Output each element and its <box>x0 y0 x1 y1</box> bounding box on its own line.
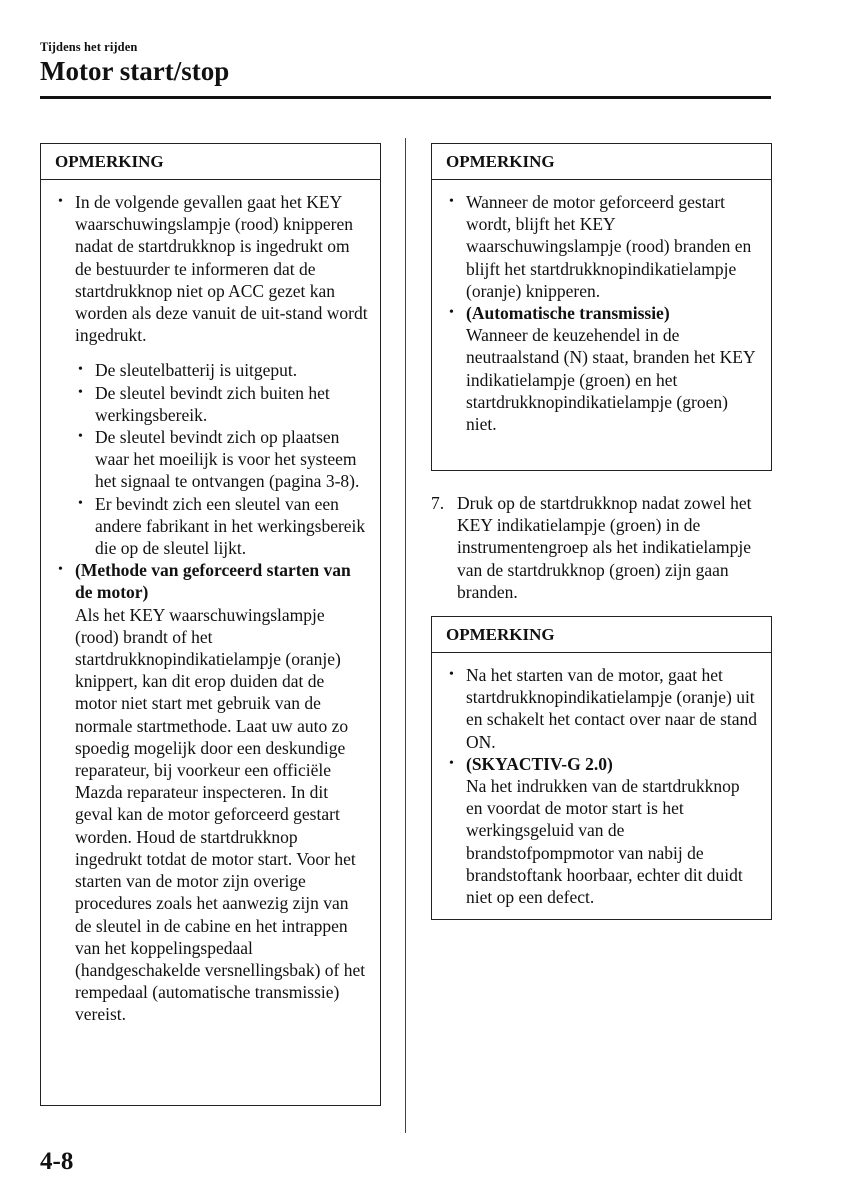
list-item <box>446 302 759 435</box>
note-list <box>446 191 759 435</box>
note-heading: OPMERKING <box>432 617 771 653</box>
title-rule <box>40 96 771 99</box>
note-intro-text: In de volgende gevallen gaat het KEY waarschuwingslampje (rood) knipperen nadat de startdrukknop is ingedrukt om de bestuurder te informeren dat de startdrukknop niet op ACC gezet kan worden als deze vanuit de uit-stand wordt ingedrukt. <box>75 192 368 346</box>
note-body <box>432 180 771 435</box>
page-number: 4-8 <box>40 1148 74 1175</box>
page-title: Motor start/stop <box>40 56 230 86</box>
forced-start-text: Als het KEY waarschuwingslampje (rood) brandt of het startdrukknopindikatielampje (oranje) knippert, kan dit erop duiden dat de motor niet start met gebruik van de normale startmethode. Laat uw auto zo spoedig mogelijk door een deskundige reparateur, bij voorkeur een officiële Mazda reparateur inspecteren. In dit geval kan de motor geforceerd gestart worden. Houd de startdrukknop ingedrukt totdat de motor start. Voor het starten van de motor zijn overige procedures zoals het aanwezig zijn van de sleutel in de cabine en het intrappen van het koppelingspedaal (handgeschakelde versnellingsbak) of het rempedaal (automatische transmissie) vereist. <box>75 604 366 1025</box>
list-item <box>55 559 368 1025</box>
step-text: Druk op de startdrukknop nadat zowel het KEY indikatielampje (groen) in de instrumentengroep als het indikatielampje van de startdrukknop (groen) zijn gaan branden. <box>457 493 752 602</box>
left-note-box <box>40 143 381 1106</box>
engine-heading: • (SKYACTIV-G 2.0) <box>466 753 613 774</box>
list-item <box>55 191 368 559</box>
right-note-box-2 <box>431 616 772 920</box>
note-heading: OPMERKING <box>432 144 771 180</box>
list-item: • Wanneer de motor geforceerd gestart wordt, blijft het KEY waarschuwingslampje (rood) branden en blijft het startdrukknopindikatielampje (oranje) knipperen. <box>446 191 759 302</box>
note-list <box>446 664 759 908</box>
forced-start-heading: • (Methode van geforceerd starten van de motor) <box>75 560 351 603</box>
transmission-text: Wanneer de keuzehendel in de neutraalstand (N) staat, branden het KEY indikatielampje (groen) en het startdrukknopindikatielampje (groen) niet. <box>466 325 755 435</box>
step-7 <box>431 492 776 603</box>
list-item <box>446 753 759 908</box>
note-body <box>432 653 771 908</box>
section-label: Tijdens het rijden <box>40 40 138 54</box>
sub-list-item: • De sleutel bevindt zich buiten het werkingsbereik. <box>75 382 368 426</box>
sub-list <box>75 359 368 559</box>
sub-list-item: • De sleutelbatterij is uitgeput. <box>75 359 368 381</box>
column-divider <box>405 138 406 1133</box>
engine-text: Na het indrukken van de startdrukknop en voordat de motor start is het werkingsgeluid van de brandstofpompmotor van nabij de brandstoftank hoorbaar, echter dit duidt niet op een defect. <box>466 776 743 908</box>
transmission-heading: • (Automatische transmissie) <box>466 303 670 324</box>
note-body <box>41 180 380 1026</box>
note-list <box>55 191 368 1026</box>
sub-list-item: • Er bevindt zich een sleutel van een andere fabrikant in het werkingsbereik die op de sleutel lijkt. <box>75 493 368 560</box>
sub-list-item: • De sleutel bevindt zich op plaatsen waar het moeilijk is voor het systeem het signaal te ontvangen (pagina 3-8). <box>75 426 368 493</box>
list-item: • Na het starten van de motor, gaat het startdrukknopindikatielampje (oranje) uit en schakelt het contact over naar de stand ON. <box>446 664 759 753</box>
step-number: 7. <box>431 493 445 513</box>
right-note-box-1 <box>431 143 772 471</box>
note-heading: OPMERKING <box>41 144 380 180</box>
